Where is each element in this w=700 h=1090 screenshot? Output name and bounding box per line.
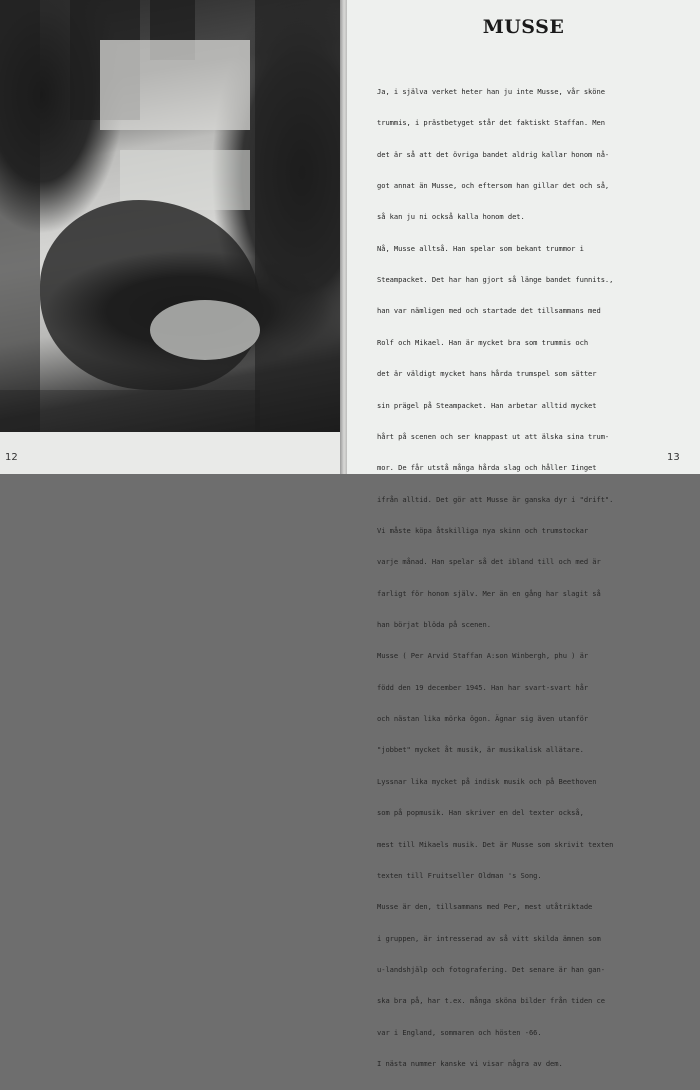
article-line: got annat än Musse, och eftersom han gillar det och så, (377, 180, 610, 190)
article-line: Vi måste köpa åtskilliga nya skinn och trumstockar (377, 525, 589, 535)
article-line: Musse är den, tillsammans med Per, mest utåtriktade (377, 902, 593, 912)
article-line: det är så att det övriga bandet aldrig kallar honom nå- (377, 149, 610, 159)
article-line: så kan ju ni också kalla honom det. (377, 212, 525, 222)
article-line: varje månad. Han spelar så det ibland till och med är (377, 557, 601, 567)
article-line: ska bra på, har t.ex. många sköna bilder från tiden ce (377, 996, 605, 1006)
article-line: ifrån alltid. Det gör att Musse är ganska dyr i "drift". (377, 494, 614, 504)
article-line: han börjat blöda på scenen. (377, 620, 491, 630)
article-line: Rolf och Mikael. Han är mycket bra som trummis och (377, 337, 589, 347)
article-line: han var nämligen med och startade det tillsammans med (377, 306, 601, 316)
article-line: mest till Mikaels musik. Det är Musse som skrivit texten (377, 839, 614, 849)
left-page (0, 0, 343, 474)
article-line: född den 19 december 1945. Han har svart-svart hår (377, 682, 589, 692)
article-line: texten till Fruitseller Oldman 's Song. (377, 870, 542, 880)
article-body (377, 66, 695, 1090)
right-page (347, 0, 700, 1069)
article-line: Ja, i själva verket heter han ju inte Musse, vår sköne (377, 86, 605, 96)
article-line: Nå, Musse alltså. Han spelar som bekant trummor i (377, 243, 584, 253)
article-line: hårt på scenen och ser knappast ut att älska sina trum- (377, 431, 610, 441)
article-line: var i England, sommaren och hösten -66. (377, 1027, 542, 1037)
article-line: Lyssnar lika mycket på indisk musik och på Beethoven (377, 776, 597, 786)
article-line: "jobbet" mycket åt musik, är musikalisk allätare. (377, 745, 584, 755)
page-number-right: 13 (667, 452, 680, 463)
article-line: sin prägel på Steampacket. Han arbetar alltid mycket (377, 400, 597, 410)
article-line: som på popmusik. Han skriver en del texter också, (377, 808, 584, 818)
article-line: farligt för honom själv. Mer än en gång har slagit så (377, 588, 601, 598)
article-line: trummis, i prästbetyget står det faktiskt Staffan. Men (377, 118, 605, 128)
article-line: i gruppen, är intresserad av så vitt skilda ämnen som (377, 933, 601, 943)
article-line: Musse ( Per Arvid Staffan A:son Winbergh, phu ) är (377, 651, 589, 661)
article-line: I nästa nummer kanske vi visar några av dem. (377, 1059, 563, 1069)
halftone-photo (0, 0, 343, 432)
page-number-left: 12 (5, 452, 18, 463)
article-line: Steampacket. Det har han gjort så länge bandet funnits., (377, 275, 614, 285)
article-line: det är väldigt mycket hans hårda trumspel som sätter (377, 369, 597, 379)
article-line: u-landshjälp och fotografering. Det senare är han gan- (377, 964, 605, 974)
article-title: MUSSE (482, 16, 565, 38)
article-line: och nästan lika mörka ögon. Ägnar sig även utanför (377, 714, 589, 724)
article-line: mor. De får utstå många hårda slag och håller Iinget (377, 463, 597, 473)
